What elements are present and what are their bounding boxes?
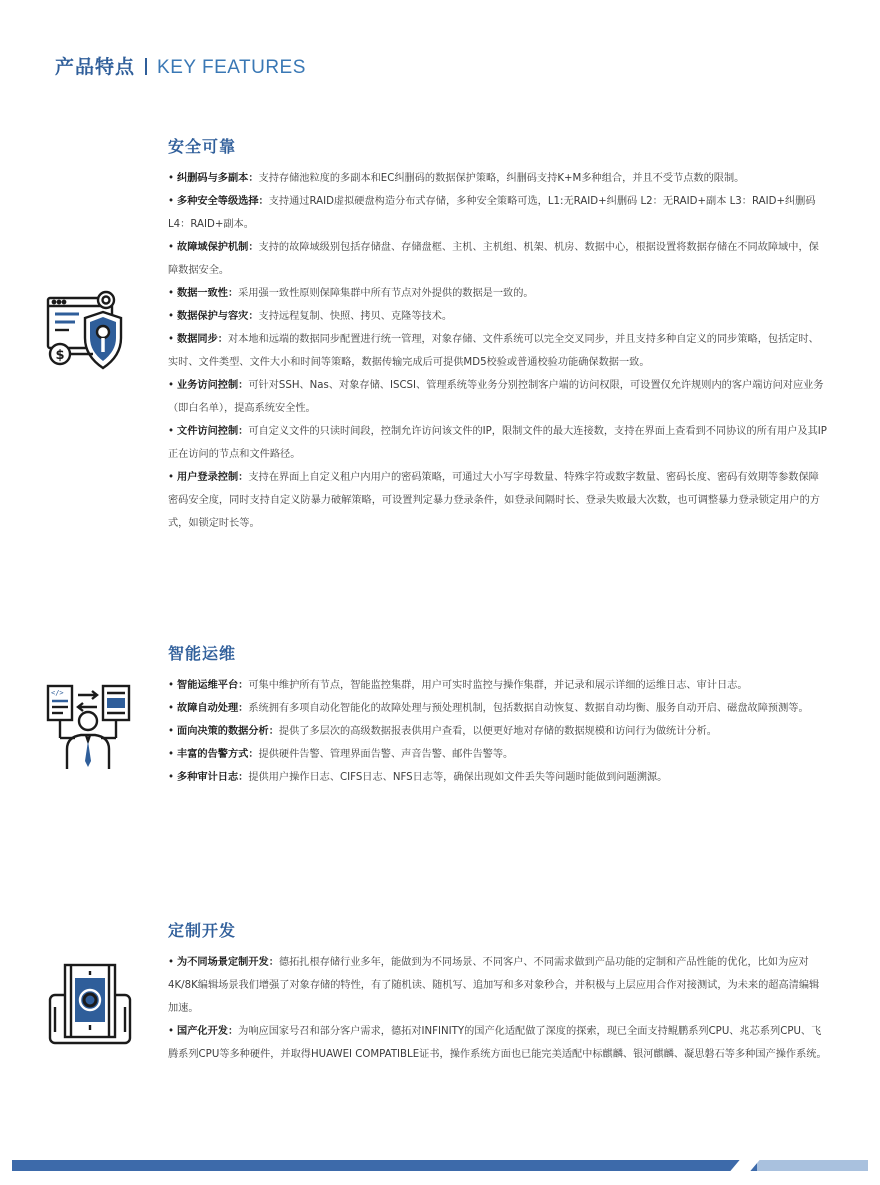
item-text: 可集中维护所有节点，智能监控集群，用户可实时监控与操作集群，并记录和展示详细的运维日志、审计日志。 [248,680,748,691]
item-term: 用户登录控制： [177,472,249,483]
item-term: 丰富的告警方式： [177,749,259,760]
item-text: 德拓扎根存储行业多年，能做到为不同场景、不同客户、不同需求做到产品功能的定制和产品性能的优化，比如为应对4K/8K编辑场景我们增强了对象存储的特性，有了随机读、随机写、追加写和多对象秒合，并积极与上层应用合作对接测试，为未来的超高清编辑加速。 [168,957,820,1014]
item-text: 支持远程复制、快照、拷贝、克隆等技术。 [258,311,453,322]
section-security [168,134,828,535]
item-text: 支持的故障域级别包括存储盘、存储盘框、主机、主机组、机架、机房、数据中心，根据设置将数据存储在不同故障域中，保障数据安全。 [168,242,819,276]
header-title-cn: 产品特点 [55,56,136,78]
security-shield-key-icon [45,288,131,378]
item-term: 文件访问控制： [177,426,249,437]
list-item: • 用户登录控制：支持在界面上自定义租户内用户的密码策略，可通过大小写字母数量、特殊字符或数字数量、密码长度、密码有效期等参数保障密码安全度，同时支持自定义防暴力破解策略，可设置判定暴力登录条件，如登录间隔时长、登录失败最大次数，也可调整暴力登录锁定用户的方式，如锁定时长等。 [168,472,820,529]
svg-text:</>: </> [51,689,64,697]
list-item: • 故障自动处理：系统拥有多项自动化智能化的故障处理与预处理机制，包括数据自动恢复、数据自动均衡、服务自动开启、磁盘故障预测等。 [168,703,809,714]
item-text: 系统拥有多项自动化智能化的故障处理与预处理机制，包括数据自动恢复、数据自动均衡、服务自动开启、磁盘故障预测等。 [248,703,809,714]
item-term: 多种安全等级选择： [177,196,269,207]
list-item: • 故障域保护机制：支持的故障域级别包括存储盘、存储盘框、主机、主机组、机架、机房、数据中心，根据设置将数据存储在不同故障域中，保障数据安全。 [168,242,819,276]
item-text: 支持通过RAID虚拟硬盘构造分布式存储，多种安全策略可选，L1:无RAID+纠删码 L2：无RAID+副本 L3：RAID+纠删码 L4：RAID+副本。 [168,196,816,230]
item-text: 对本地和远端的数据同步配置进行统一管理，对象存储、文件系统可以完全交叉同步，并且支持多种自定义的同步策略，包括定时、实时、文件类型、文件大小和时间等策略，数据传输完成后可提供MD5校验或普通校验功能确保数据一致。 [168,334,819,368]
operations-engineer-icon [45,683,133,775]
list-item: • 数据同步：对本地和远端的数据同步配置进行统一管理，对象存储、文件系统可以完全交叉同步，并且支持多种自定义的同步策略，包括定时、实时、文件类型、文件大小和时间等策略，数据传输完成后可提供MD5校验或普通校验功能确保数据一致。 [168,334,819,368]
section-title: 安全可靠 [168,137,237,156]
item-text: 采用强一致性原则保障集群中所有节点对外提供的数据是一致的。 [238,288,534,299]
item-term: 国产化开发： [177,1026,239,1037]
item-text: 可针对SSH、Nas、对象存储、ISCSI、管理系统等业务分别控制客户端的访问权限，可设置仅允许规则内的客户端访问对应业务（即白名单），提高系统安全性。 [168,380,824,414]
list-item: • 多种安全等级选择：支持通过RAID虚拟硬盘构造分布式存储，多种安全策略可选，L1:无RAID+纠删码 L2：无RAID+副本 L3：RAID+纠删码 L4：RAID+副本。 [168,196,816,230]
item-term: 故障域保护机制： [177,242,259,253]
footer-bar [12,1160,757,1171]
svg-text:$: $ [55,348,65,363]
list-item: • 文件访问控制：可自定义文件的只读时间段，控制允许访问该文件的IP，限制文件的最大连接数，支持在界面上查看到不同协议的所有用户及其IP正在访问的节点和文件路径。 [168,426,827,460]
item-text: 支持存储池粒度的多副本和EC纠删码的数据保护策略，纠删码支持K+M多种组合，并且不受节点数的限制。 [258,173,745,184]
item-term: 智能运维平台： [177,680,249,691]
header-divider [145,58,147,75]
item-term: 业务访问控制： [177,380,249,391]
section-customization [168,918,828,1066]
list-item: • 业务访问控制：可针对SSH、Nas、对象存储、ISCSI、管理系统等业务分别控制客户端的访问权限，可设置仅允许规则内的客户端访问对应业务（即白名单），提高系统安全性。 [168,380,824,414]
item-term: 多种审计日志： [177,772,249,783]
item-term: 面向决策的数据分析： [177,726,279,737]
list-item: • 丰富的告警方式：提供硬件告警、管理界面告警、声音告警、邮件告警等。 [168,749,514,760]
item-term: 数据同步： [177,334,228,345]
item-term: 数据保护与容灾： [177,311,259,322]
item-term: 纠删码与多副本： [177,173,259,184]
page-header [55,52,306,79]
section-title: 智能运维 [168,644,237,663]
item-term: 故障自动处理： [177,703,249,714]
item-text: 可自定义文件的只读时间段，控制允许访问该文件的IP，限制文件的最大连接数，支持在界面上查看到不同协议的所有用户及其IP正在访问的节点和文件路径。 [168,426,827,460]
list-item: • 国产化开发：为响应国家号召和部分客户需求，德拓对INFINITY的国产化适配做了深度的探索，现已全面支持鲲鹏系列CPU、兆芯系列CPU、飞腾系列CPU等多种硬件，并取得HUAWEI COMPATIBLE证书，操作系统方面也已能完美适配中标麒麟、银河麒麟、凝思磐石等多种国产操作系统。 [168,1026,827,1060]
header-title-en: KEY FEATURES [157,57,306,78]
item-text: 支持在界面上自定义租户内用户的密码策略，可通过大小写字母数量、特殊字符或数字数量、密码长度、密码有效期等参数保障密码安全度，同时支持自定义防暴力破解策略，可设置判定暴力登录条件，如登录间隔时长、登录失败最大次数，也可调整暴力登录锁定用户的方式，如锁定时长等。 [168,472,820,529]
footer-accent-bar [748,1160,868,1171]
list-item: • 为不同场景定制开发：德拓扎根存储行业多年，能做到为不同场景、不同客户、不同需求做到产品功能的定制和产品性能的优化，比如为应对4K/8K编辑场景我们增强了对象存储的特性，有了随机读、随机写、追加写和多对象秒合，并积极与上层应用合作对接测试，为未来的超高清编辑加速。 [168,957,820,1014]
custom-development-phone-icon [47,962,133,1052]
list-item: • 数据保护与容灾：支持远程复制、快照、拷贝、克隆等技术。 [168,311,453,322]
list-item: • 智能运维平台：可集中维护所有节点，智能监控集群，用户可实时监控与操作集群，并记录和展示详细的运维日志、审计日志。 [168,680,748,691]
item-text: 为响应国家号召和部分客户需求，德拓对INFINITY的国产化适配做了深度的探索，现已全面支持鲲鹏系列CPU、兆芯系列CPU、飞腾系列CPU等多种硬件，并取得HUAWEI COMPATIBLE证书，操作系统方面也已能完美适配中标麒麟、银河麒麟、凝思磐石等多种国产操作系统。 [168,1026,827,1060]
section-title: 定制开发 [168,921,237,940]
item-term: 数据一致性： [177,288,239,299]
list-item: • 数据一致性：采用强一致性原则保障集群中所有节点对外提供的数据是一致的。 [168,288,534,299]
item-text: 提供用户操作日志、CIFS日志、NFS日志等，确保出现如文件丢失等问题时能做到问题溯源。 [248,772,668,783]
item-term: 为不同场景定制开发： [177,957,279,968]
list-item: • 纠删码与多副本：支持存储池粒度的多副本和EC纠删码的数据保护策略，纠删码支持K+M多种组合，并且不受节点数的限制。 [168,173,745,184]
section-operations [168,641,828,789]
list-item: • 面向决策的数据分析：提供了多层次的高级数据报表供用户查看，以便更好地对存储的数据规模和访问行为做统计分析。 [168,726,717,737]
item-text: 提供了多层次的高级数据报表供用户查看，以便更好地对存储的数据规模和访问行为做统计分析。 [278,726,717,737]
item-text: 提供硬件告警、管理界面告警、声音告警、邮件告警等。 [258,749,514,760]
list-item: • 多种审计日志：提供用户操作日志、CIFS日志、NFS日志等，确保出现如文件丢失等问题时能做到问题溯源。 [168,772,668,783]
